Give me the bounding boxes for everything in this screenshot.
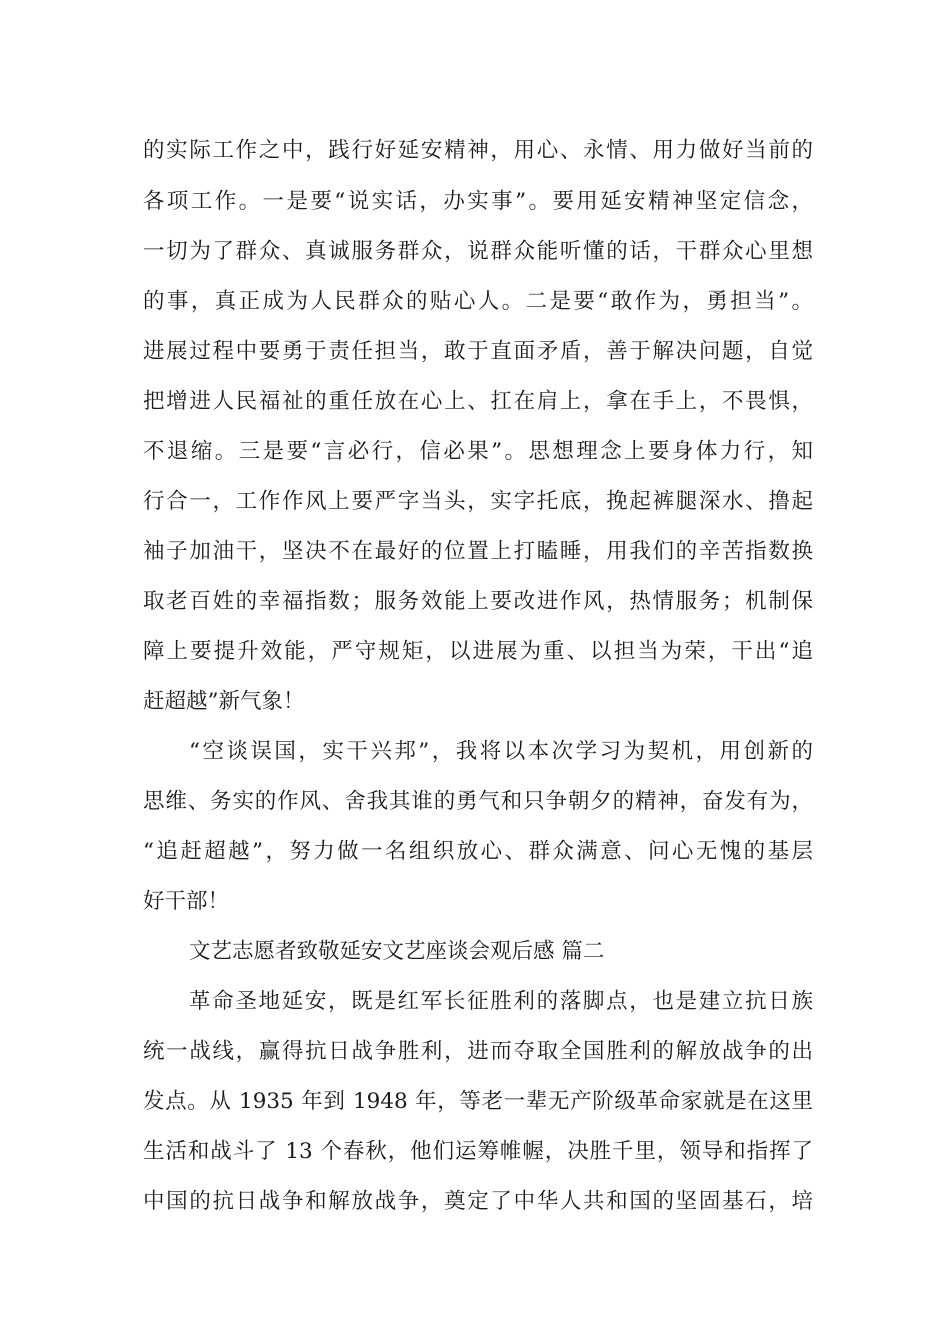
paragraph-line: 的实际工作之中，践行好延安精神，用心、永情、用力做好当前的 <box>143 138 813 163</box>
section-heading: 文艺志愿者致敬延安文艺座谈会观后感 篇二 <box>189 939 605 964</box>
paragraph-line: 生活和战斗了 13 个春秋，他们运筹帷幄，决胜千里，领导和指挥了 <box>143 1139 813 1164</box>
paragraph-line: 障上要提升效能，严守规矩，以进展为重、以担当为荣，干出“追 <box>143 639 813 664</box>
paragraph-line: 中国的抗日战争和解放战争，奠定了中华人共和国的坚固基石，培 <box>143 1189 813 1214</box>
paragraph-line: 取老百姓的幸福指数；服务效能上要改进作风，热情服务；机制保 <box>143 589 813 614</box>
paragraph-line: “追赶超越”，努力做一名组织放心、群众满意、问心无愧的基层 <box>143 839 813 864</box>
paragraph-line: 的事，真正成为人民群众的贴心人。二是要“敢作为，勇担当”。 <box>143 289 813 314</box>
paragraph-line: 把增进人民福祉的重任放在心上、扛在肩上，拿在手上，不畏惧， <box>143 389 813 414</box>
paragraph-line: 好干部！ <box>143 889 230 914</box>
paragraph-line: 行合一，工作作风上要严字当头，实字托底，挽起裤腿深水、撸起 <box>143 489 813 514</box>
paragraph-line: 统一战线，赢得抗日战争胜利，进而夺取全国胜利的解放战争的出 <box>143 1039 813 1064</box>
paragraph-line: 不退缩。三是要“言必行，信必果”。思想理念上要身体力行，知 <box>143 439 813 464</box>
paragraph-line: 各项工作。一是要“说实话，办实事”。要用延安精神坚定信念， <box>143 189 813 214</box>
paragraph-line: 赶超越”新气象！ <box>143 689 305 714</box>
paragraph-line: 一切为了群众、真诚服务群众，说群众能听懂的话，干群众心里想 <box>143 239 813 264</box>
paragraph-line: 发点。从 1935 年到 1948 年，等老一辈无产阶级革命家就是在这里 <box>143 1089 813 1114</box>
paragraph-line: 进展过程中要勇于责任担当，敢于直面矛盾，善于解决问题，自觉 <box>143 339 813 364</box>
paragraph-line: 思维、务实的作风、舍我其谁的勇气和只争朝夕的精神，奋发有为， <box>143 789 813 814</box>
paragraph-line: 袖子加油干，坚决不在最好的位置上打瞌睡，用我们的辛苦指数换 <box>143 539 813 564</box>
paragraph-line: “空谈误国，实干兴邦”，我将以本次学习为契机，用创新的 <box>189 739 813 764</box>
paragraph-line: 革命圣地延安，既是红军长征胜利的落脚点，也是建立抗日族 <box>189 989 813 1014</box>
